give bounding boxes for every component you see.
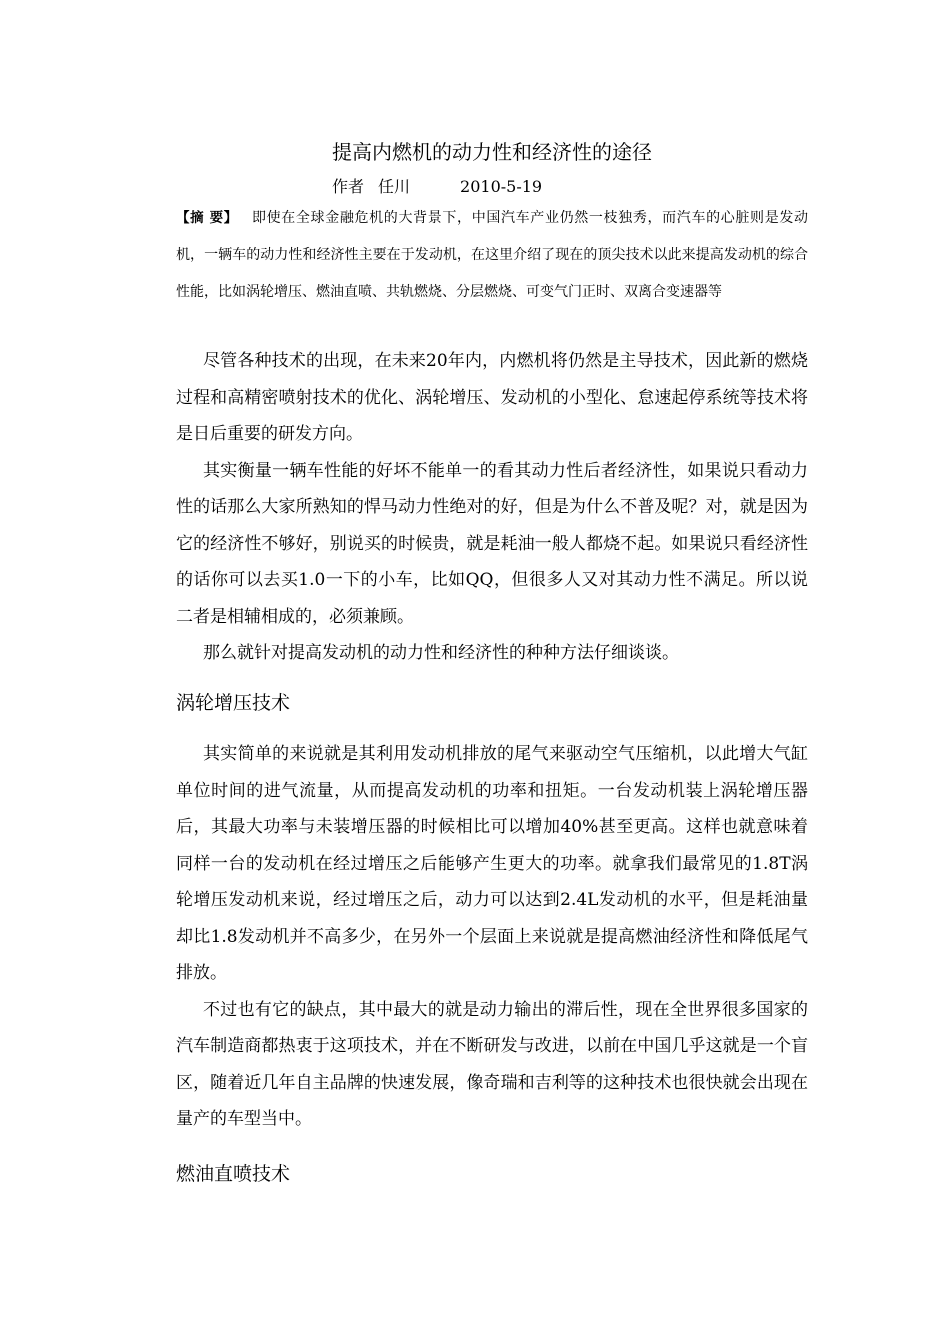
publish-date: 2010-5-19 bbox=[460, 177, 543, 196]
intro-paragraph: 尽管各种技术的出现，在未来20年内，内燃机将仍然是主导技术，因此新的燃烧过程和高精密喷射技术的优化、涡轮增压、发动机的小型化、怠速起停系统等技术将是日后重要的研发方向。 bbox=[176, 351, 808, 444]
byline bbox=[332, 176, 542, 198]
intro-paragraph: 那么就针对提高发动机的动力性和经济性的种种方法仔细谈谈。 bbox=[203, 643, 679, 663]
abstract bbox=[176, 200, 808, 311]
abstract-text: 即使在全球金融危机的大背景下，中国汽车产业仍然一枝独秀，而汽车的心脏则是发动机，一辆车的动力性和经济性主要在于发动机，在这里介绍了现在的顶尖技术以此来提高发动机的综合性能，比如涡轮增压、燃油直喷、共轨燃烧、分层燃烧、可变气门正时、双离合变速器等 bbox=[176, 210, 808, 300]
section-paragraph: 不过也有它的缺点，其中最大的就是动力输出的滞后性，现在全世界很多国家的汽车制造商都热衷于这项技术，并在不断研发与改进，以前在中国几乎这就是一个盲区，随着近几年自主品牌的快速发展，像奇瑞和吉利等的这种技术也很快就会出现在量产的车型当中。 bbox=[176, 999, 808, 1129]
abstract-tag: 【摘 要】 bbox=[176, 210, 238, 226]
section-body bbox=[176, 736, 808, 1138]
section-heading: 燃油直喷技术 bbox=[176, 1163, 291, 1185]
author-name: 任川 bbox=[378, 177, 411, 196]
author-label: 作者 bbox=[332, 177, 365, 196]
section-paragraph: 其实简单的来说就是其利用发动机排放的尾气来驱动空气压缩机，以此增大气缸单位时间的进气流量，从而提高发动机的功率和扭矩。一台发动机装上涡轮增压器后，其最大功率与未装增压器的时候相比可以增加40%甚至更高。这样也就意味着同样一台的发动机在经过增压之后能够产生更大的功率。就拿我们最常见的1.8T涡轮增压发动机来说，经过增压之后，动力可以达到2.4L发动机的水平，但是耗油量却比1.8发动机并不高多少，在另外一个层面上来说就是提高燃油经济性和降低尾气排放。 bbox=[176, 744, 808, 983]
document-title: 提高内燃机的动力性和经济性的途径 bbox=[332, 140, 652, 164]
intro-section bbox=[176, 343, 808, 672]
section-heading: 涡轮增压技术 bbox=[176, 692, 291, 714]
intro-paragraph: 其实衡量一辆车性能的好坏不能单一的看其动力性后者经济性，如果说只看动力性的话那么大家所熟知的悍马动力性绝对的好，但是为什么不普及呢？对，就是因为它的经济性不够好，别说买的时候贵，就是耗油一般人都烧不起。如果说只看经济性的话你可以去买1.0一下的小车，比如QQ，但很多人又对其动力性不满足。所以说二者是相辅相成的，必须兼顾。 bbox=[176, 460, 808, 627]
